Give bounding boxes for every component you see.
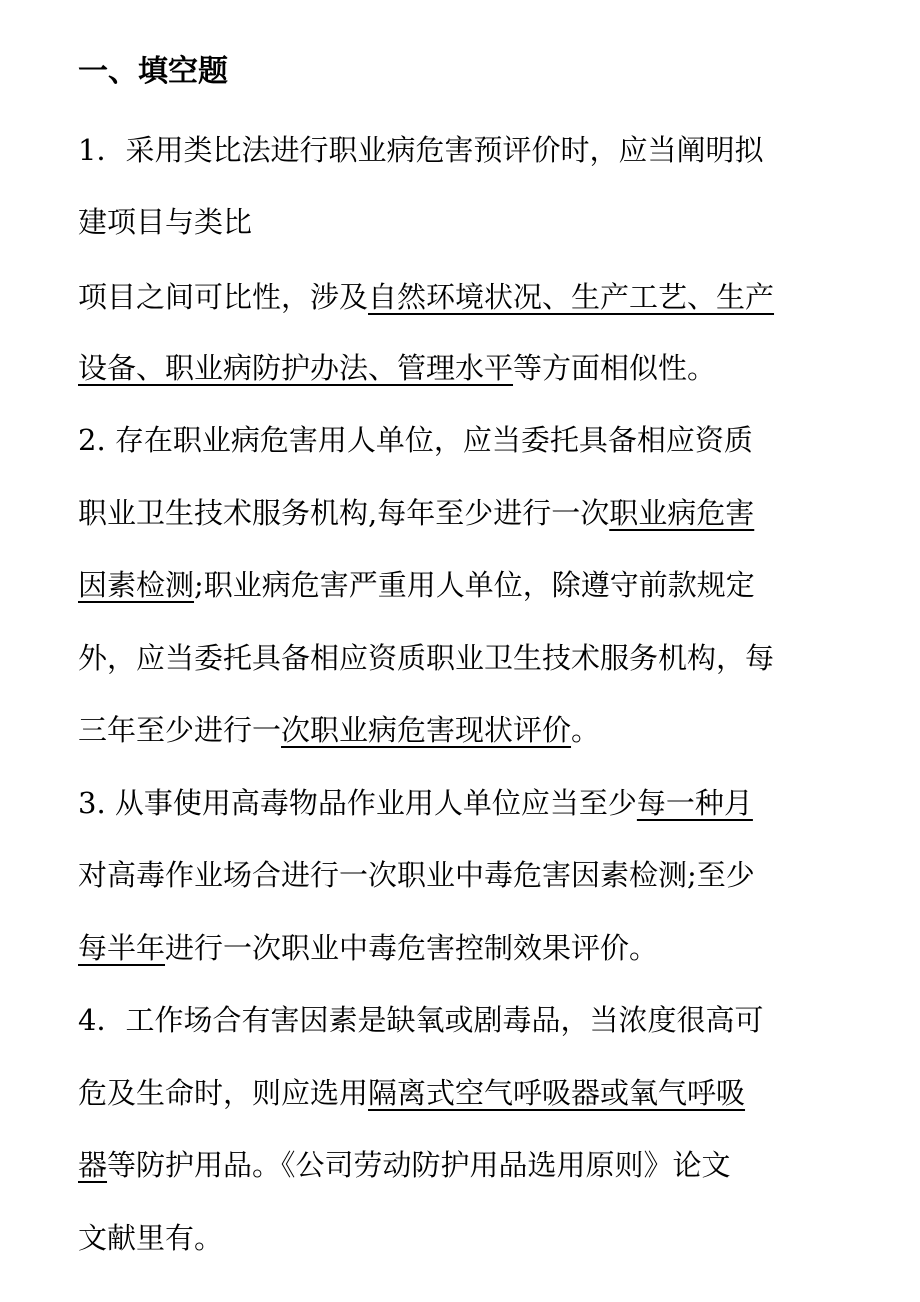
q4-line-1: 4．工作场合有害因素是缺氧或剧毒品，当浓度很高可 (78, 1003, 764, 1037)
q2-answer-1-part-1: 职业病危害 (609, 496, 755, 530)
q2-line-5 (78, 710, 600, 750)
q2-answer-1-part-2: 因素检测 (78, 568, 195, 602)
q3-line-2: 对高毒作业场合进行一次职业中毒危害因素检测;至少 (78, 858, 755, 892)
q1-line-1: 1．采用类比法进行职业病危害预评价时，应当阐明拟 (78, 133, 764, 167)
q2-text-after-answer-1: ;职业病危害严重用人单位，除遵守前款规定 (194, 568, 755, 602)
q3-line-1 (78, 783, 753, 823)
q1-line-4 (78, 348, 716, 388)
q4-text-after-answer: 等防护用品。《公司劳动防护用品选用原则》论文 (107, 1148, 731, 1182)
q4-line-3 (78, 1145, 731, 1185)
q4-answer-part-1: 隔离式空气呼吸器或氧气呼吸 (368, 1076, 746, 1110)
q4-text-before-answer: 危及生命时，则应选用 (78, 1076, 369, 1110)
q1-text-before-answer: 项目之间可比性，涉及 (78, 280, 369, 314)
q3-text-before-answer-1: 3. 从事使用高毒物品作业用人单位应当至少 (78, 786, 637, 820)
q2-text-before-answer-2: 三年至少进行一 (78, 713, 282, 747)
q3-answer-1: 每一种月 (636, 786, 753, 820)
q4-answer-part-2: 器 (78, 1148, 108, 1182)
q2-line-2 (78, 493, 754, 533)
q3-text-after-answer-2: 进行一次职业中毒危害控制效果评价。 (165, 931, 659, 965)
q1-text-after-answer: 等方面相似性。 (513, 351, 717, 385)
q3-answer-2: 每半年 (78, 931, 166, 965)
q2-text-before-answer-1: 职业卫生技术服务机构,每年至少进行一次 (78, 496, 610, 530)
q1-answer-part-2: 设备、职业病防护办法、管理水平 (78, 351, 514, 385)
q2-answer-2: 次职业病危害现状评价 (281, 713, 572, 747)
q1-answer-part-1: 自然环境状况、生产工艺、生产 (368, 280, 775, 314)
q3-line-3 (78, 928, 658, 968)
q4-line-4: 文献里有。 (78, 1221, 224, 1255)
q2-line-3 (78, 565, 755, 605)
q1-line-2: 建项目与类比 (78, 205, 253, 239)
q1-line-3 (78, 277, 774, 317)
section-heading: 一、填空题 (78, 54, 228, 89)
q2-line-1: 2. 存在职业病危害用人单位，应当委托具备相应资质 (78, 423, 753, 457)
q2-text-after-answer-2: 。 (571, 713, 601, 747)
q4-line-2 (78, 1073, 745, 1113)
q2-line-4: 外，应当委托具备相应资质职业卫生技术服务机构，每 (78, 641, 775, 675)
